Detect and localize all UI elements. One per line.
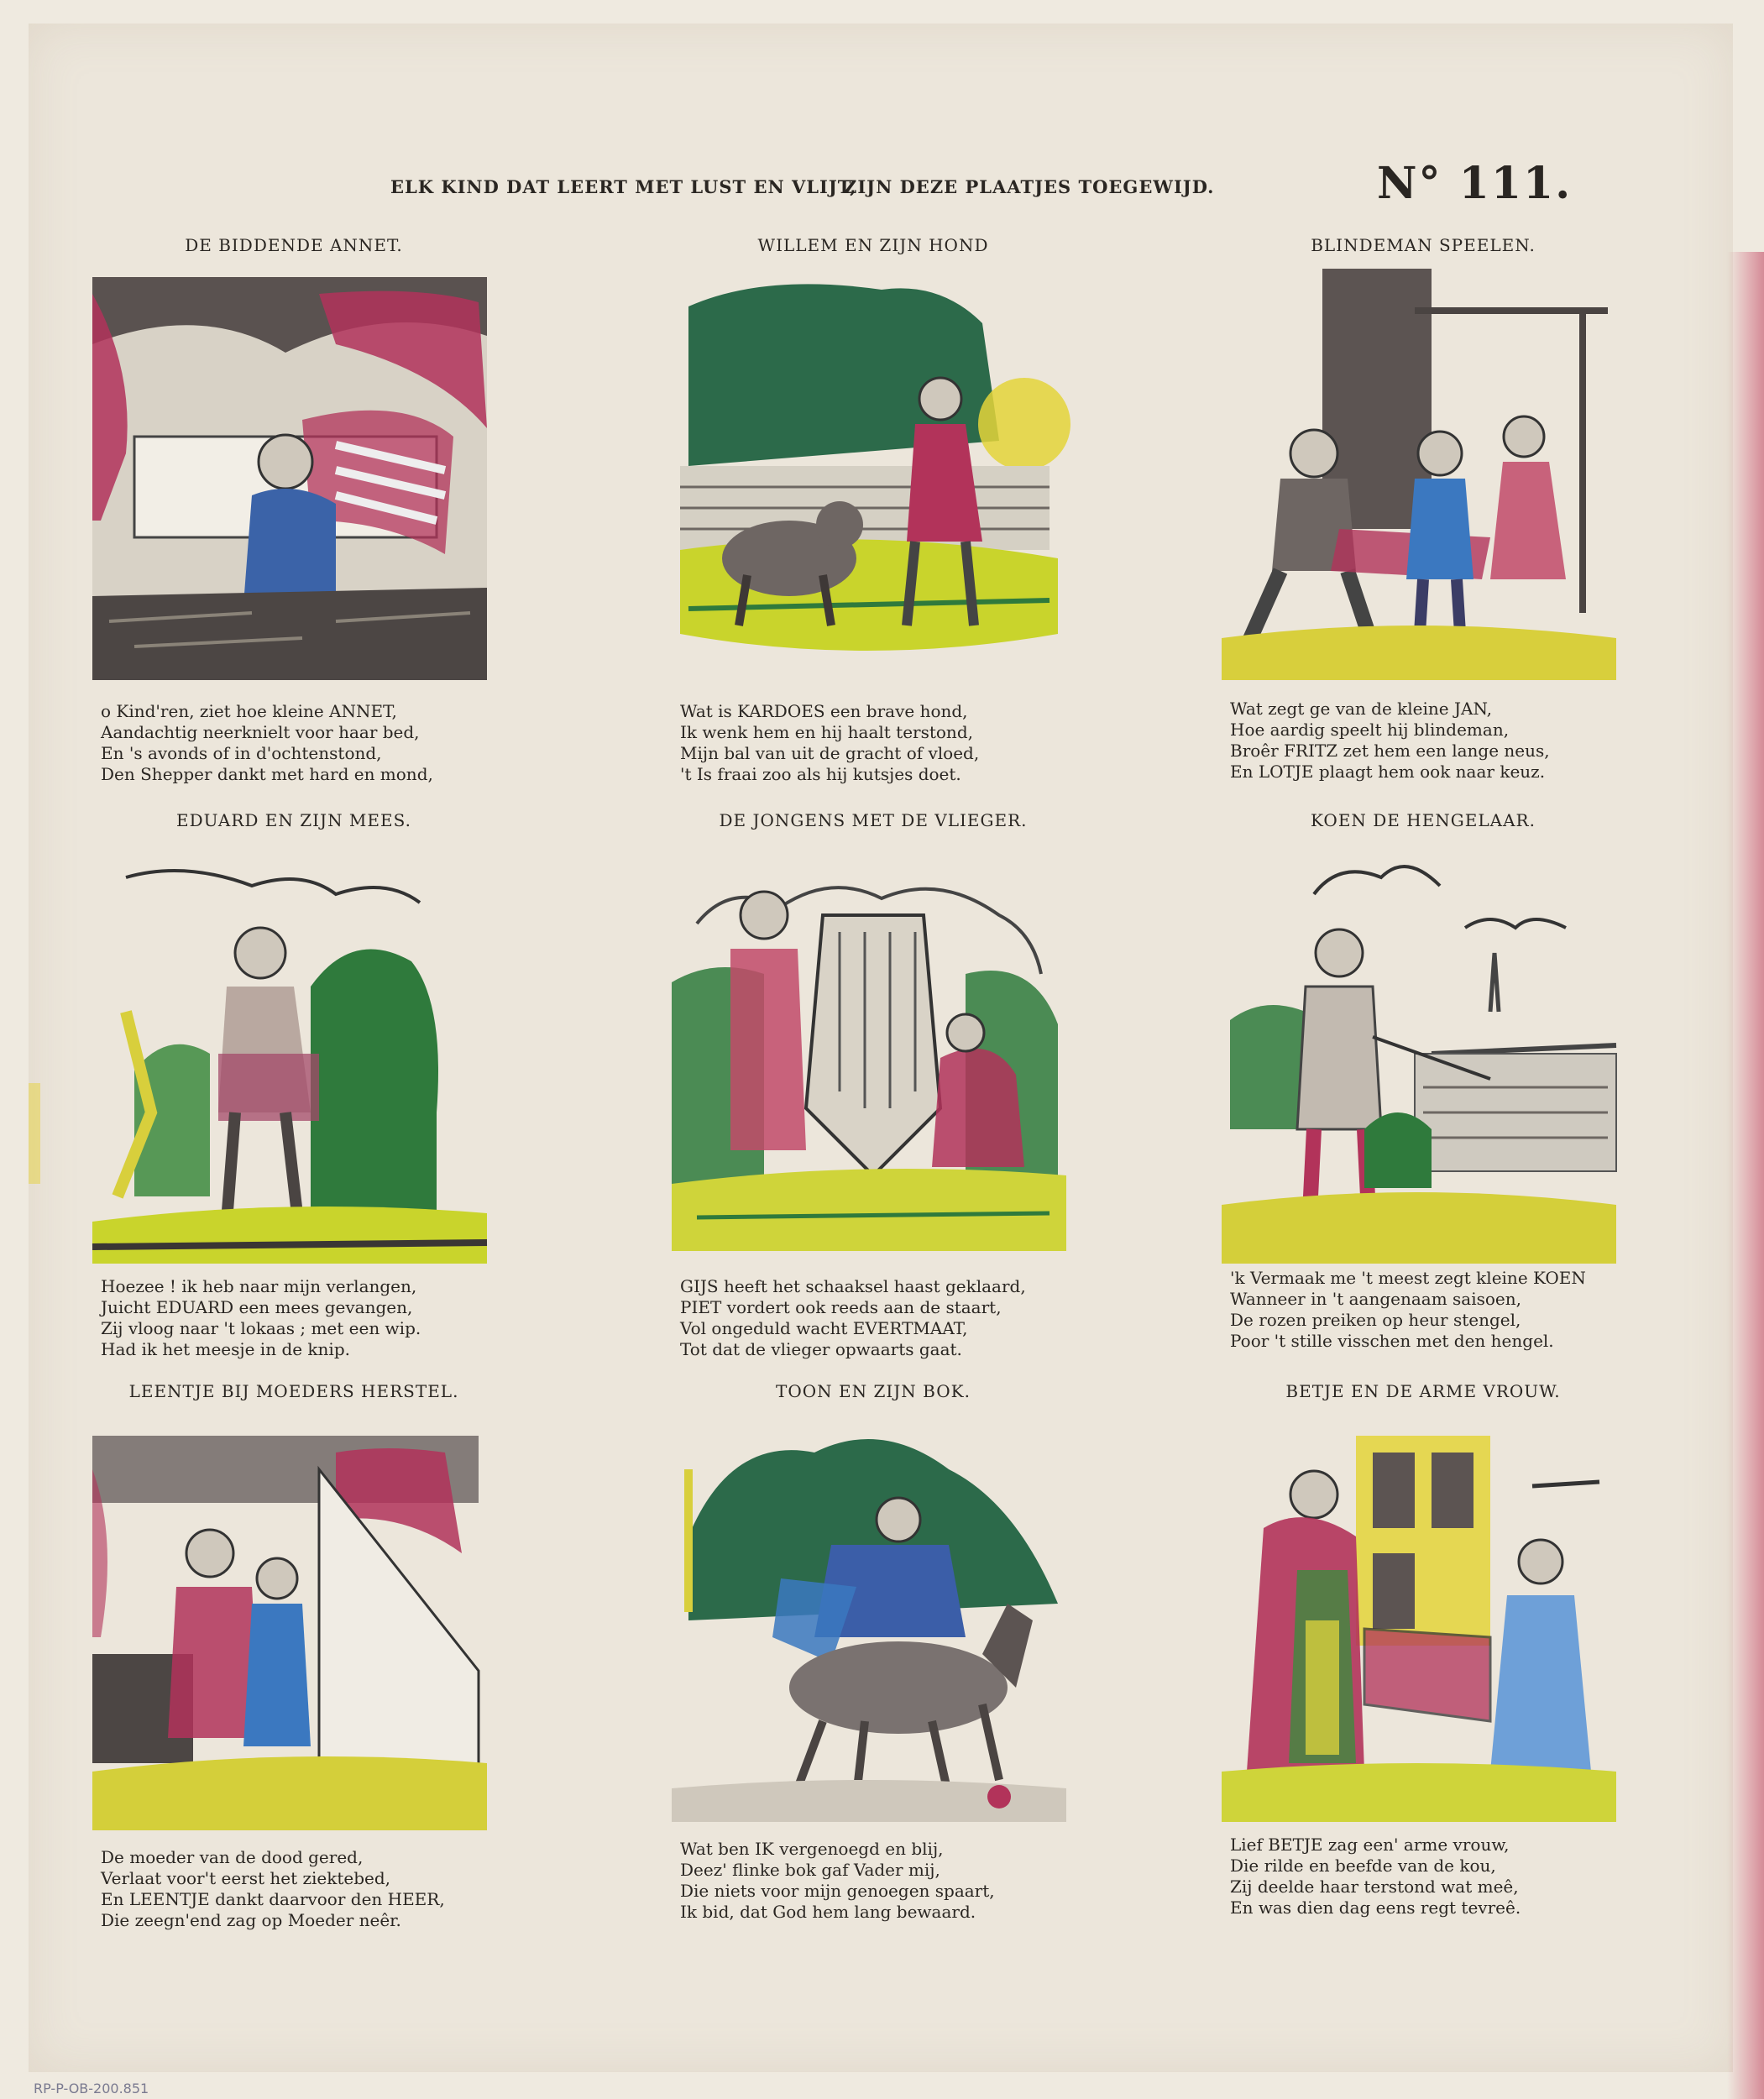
panel-title: KOEN DE HENGELAAR. xyxy=(1311,810,1536,830)
verse-line: De moeder van de dood gered, xyxy=(101,1847,364,1867)
verse-line: En 's avonds of in d'ochtenstond, xyxy=(101,743,382,763)
panel-title: TOON EN ZIJN BOK. xyxy=(776,1381,971,1401)
verse-line: Die niets voor mijn genoegen spaart, xyxy=(680,1881,995,1901)
verse-line: PIET vordert ook reeds aan de staart, xyxy=(680,1297,1002,1317)
verse-line: Den Shepper dankt met hard en mond, xyxy=(101,764,433,784)
header-motto-left: ELK KIND DAT LEERT MET LUST EN VLIJT, xyxy=(390,176,857,197)
verse-line: Deez' flinke bok gaf Vader mij, xyxy=(680,1860,940,1880)
verse-line: Ik wenk hem en hij haalt terstond, xyxy=(680,722,973,742)
panel-title: BETJE EN DE ARME VROUW. xyxy=(1285,1381,1561,1401)
verse-line: Zij deelde haar terstond wat meê, xyxy=(1230,1877,1519,1897)
woodcut-praying-girl xyxy=(84,269,495,688)
woodcut-boy-with-dog xyxy=(663,273,1075,693)
verse xyxy=(1230,1268,1633,1352)
verse-line: o Kind'ren, ziet hoe kleine ANNET, xyxy=(101,701,397,721)
verse-line: De rozen preiken op heur stengel, xyxy=(1230,1310,1521,1330)
sheet-edge-stain xyxy=(1727,252,1764,2099)
verse xyxy=(1230,699,1633,783)
woodcut-boy-with-goat xyxy=(663,1419,1075,1839)
verse-line: Zij vloog naar 't lokaas ; met een wip. xyxy=(101,1318,421,1338)
sheet-number: N° 111. xyxy=(1377,158,1573,209)
verse xyxy=(680,1839,1083,1923)
verse-line: 'k Vermaak me 't meest zegt kleine KOEN xyxy=(1230,1268,1586,1288)
verse-line: Poor 't stille visschen met den hengel. xyxy=(1230,1331,1554,1351)
woodcut-blindmans-buff xyxy=(1213,260,1625,688)
verse-line: Die zeegn'end zag op Moeder neêr. xyxy=(101,1910,401,1930)
verse-line: Wat zegt ge van de kleine JAN, xyxy=(1230,699,1493,719)
verse-line: Aandachtig neerknielt voor haar bed, xyxy=(101,722,420,742)
verse-line: 't Is fraai zoo als hij kutsjes doet. xyxy=(680,764,961,784)
verse-line: Mijn bal van uit de gracht of vloed, xyxy=(680,743,980,763)
verse xyxy=(680,1276,1083,1360)
verse-line: En was dien dag eens regt tevreê. xyxy=(1230,1897,1521,1918)
verse-line: En LEENTJE dankt daarvoor den HEER, xyxy=(101,1889,445,1909)
verse-line: Wat ben IK vergenoegd en blij, xyxy=(680,1839,944,1859)
verse-line: En LOTJE plaagt hem ook naar keuz. xyxy=(1230,762,1546,782)
verse-line: Die rilde en beefde van de kou, xyxy=(1230,1856,1496,1876)
verse-line: Had ik het meesje in de knip. xyxy=(101,1339,350,1359)
woodcut-boy-with-titmouse xyxy=(84,861,495,1272)
verse xyxy=(101,1276,504,1360)
inventory-number: RP-P-OB-200.851 xyxy=(34,2081,149,2096)
panel-title: BLINDEMAN SPEELEN. xyxy=(1311,235,1536,255)
header-motto-right: ZIJN DEZE PLAATJES TOEGEWIJD. xyxy=(844,176,1215,197)
woodcut-betje-and-poor-woman xyxy=(1213,1419,1625,1830)
verse-line: Hoe aardig speelt hij blindeman, xyxy=(1230,720,1510,740)
verse-line: Vol ongeduld wacht EVERTMAAT, xyxy=(680,1318,968,1338)
panel-title: EDUARD EN ZIJN MEES. xyxy=(176,810,411,830)
verse-line: GIJS heeft het schaaksel haast geklaard, xyxy=(680,1276,1026,1296)
sheet-edge-stain xyxy=(29,1083,40,1184)
verse-line: Broêr FRITZ zet hem een lange neus, xyxy=(1230,741,1550,761)
panel-title: WILLEM EN ZIJN HOND xyxy=(757,235,989,255)
panel-title: DE JONGENS MET DE VLIEGER. xyxy=(719,810,1028,830)
verse xyxy=(101,1847,504,1931)
verse-line: Hoezee ! ik heb naar mijn verlangen, xyxy=(101,1276,417,1296)
verse xyxy=(101,701,504,785)
panel-title: LEENTJE BIJ MOEDERS HERSTEL. xyxy=(128,1381,459,1401)
verse-line: Wat is KARDOES een brave hond, xyxy=(680,701,968,721)
woodcut-boys-with-kite xyxy=(663,856,1075,1268)
verse-line: Juicht EDUARD een mees gevangen, xyxy=(101,1297,413,1317)
panel-title: DE BIDDENDE ANNET. xyxy=(185,235,403,255)
verse xyxy=(680,701,1083,785)
woodcut-boy-fishing xyxy=(1213,852,1625,1272)
verse-line: Verlaat voor't eerst het ziektebed, xyxy=(101,1868,391,1888)
verse-line: Wanneer in 't aangenaam saisoen, xyxy=(1230,1289,1522,1309)
verse xyxy=(1230,1835,1633,1918)
verse-line: Tot dat de vlieger opwaarts gaat. xyxy=(680,1339,962,1359)
verse-line: Lief BETJE zag een' arme vrouw, xyxy=(1230,1835,1510,1855)
verse-line: Ik bid, dat God hem lang bewaard. xyxy=(680,1902,976,1922)
woodcut-leentje-and-mother xyxy=(84,1419,495,1839)
